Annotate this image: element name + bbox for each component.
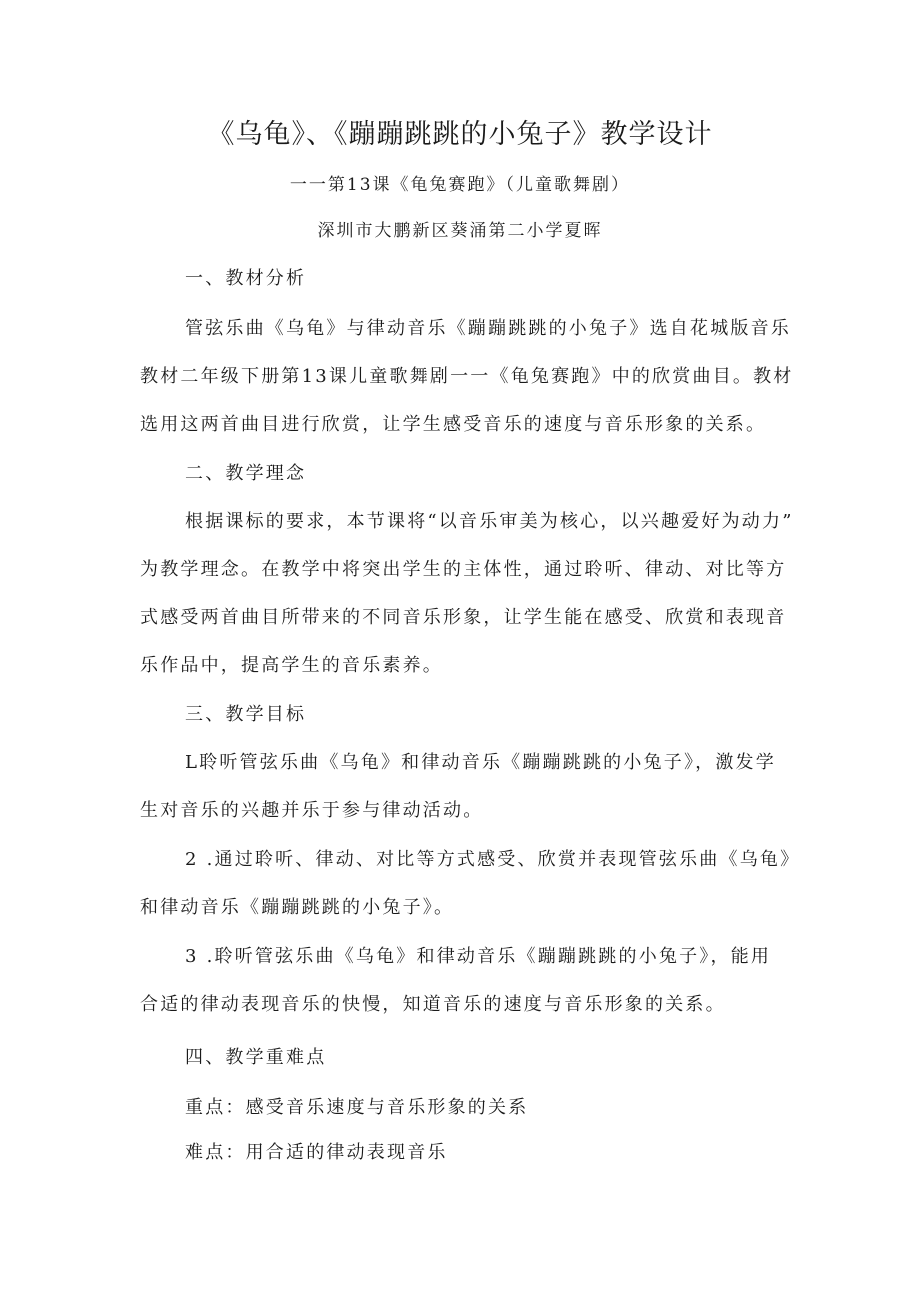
paragraph-line: L聆听管弦乐曲《乌龟》和律动音乐《蹦蹦跳跳的小兔子》，激发学 [185, 752, 776, 773]
paragraph-line: 合适的律动表现音乐的快慢，知道音乐的速度与音乐形象的关系。 [140, 994, 726, 1015]
key-point-line: 重点：感受音乐速度与音乐形象的关系 [185, 1097, 529, 1118]
section-heading-objectives: 三、教学目标 [185, 704, 307, 725]
difficulty-line: 难点：用合适的律动表现音乐 [185, 1142, 448, 1163]
paragraph-line: 为教学理念。在教学中将突出学生的主体性，通过聆听、律动、对比等方 [140, 559, 787, 580]
paragraph-line: 教材二年级下册第13课儿童歌舞剧一一《龟兔赛跑》中的欣赏曲目。教材 [140, 366, 794, 387]
paragraph-line: 乐作品中，提高学生的音乐素养。 [140, 655, 443, 676]
paragraph-line: 3 .聆听管弦乐曲《乌龟》和律动音乐《蹦蹦跳跳的小兔子》，能用 [185, 946, 772, 967]
document-title: 《乌龟》、《蹦蹦跳跳的小兔子》教学设计 [207, 119, 713, 150]
paragraph-line: 式感受两首曲目所带来的不同音乐形象，让学生能在感受、欣赏和表现音 [140, 607, 787, 628]
paragraph-line: 和律动音乐《蹦蹦跳跳的小兔子》。 [140, 897, 455, 918]
paragraph-line: 选用这两首曲目进行欣赏，让学生感受音乐的速度与音乐形象的关系。 [140, 414, 767, 435]
section-heading-materials: 一、教材分析 [185, 268, 307, 289]
paragraph-line: 生对音乐的兴趣并乐于参与律动活动。 [140, 800, 484, 821]
document-subtitle: 一一第13课《龟兔赛跑》（儿童歌舞剧） [289, 175, 631, 195]
section-heading-philosophy: 二、教学理念 [185, 463, 307, 484]
paragraph-line: 管弦乐曲《乌龟》与律动音乐《蹦蹦跳跳的小兔子》选自花城版音乐 [185, 318, 791, 339]
section-heading-key-points: 四、教学重难点 [185, 1047, 327, 1068]
document-author: 深圳市大鹏新区葵涌第二小学夏晖 [317, 221, 603, 241]
paragraph-line: 2 .通过聆听、律动、对比等方式感受、欣赏并表现管弦乐曲《乌龟》 [185, 849, 801, 870]
paragraph-line: 根据课标的要求，本节课将“以音乐审美为核心，以兴趣爱好为动力” [185, 511, 794, 532]
